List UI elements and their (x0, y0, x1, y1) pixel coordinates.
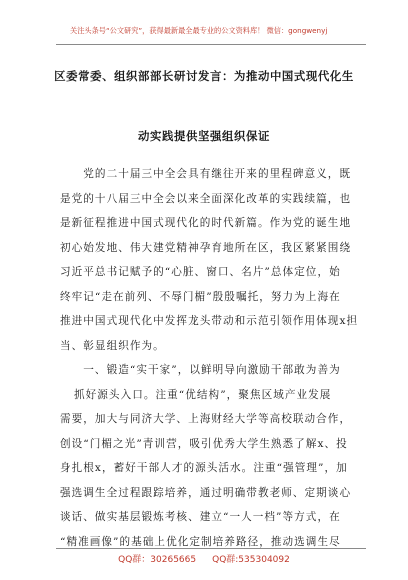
body-line: “精准画像”的基础上优化定制培养路径，推动选调生尽 (60, 535, 341, 548)
header-notice: 关注头条号“公文研究”，获得最新最全最专业的公文资料库！ 微信：gongwenyj (70, 26, 328, 35)
body-line: 是新征程推进中国式现代化的时代新篇。作为党的诞生地 (60, 217, 352, 229)
body-line: 身扎根x，蓄好干部人才的源头活水。注重“强管理”，加 (60, 462, 348, 474)
body-line: 需要，加大与同济大学、上海财经大学等高校联动合作， (60, 413, 352, 425)
body-line: 党的二十届三中全会具有继往开来的里程碑意义，既 (60, 168, 352, 180)
document-title-line-2: 动实践提供坚强组织保证 (138, 129, 270, 143)
document-title-line-1: 区委常委、组织部部长研讨发言：为推动中国式现代化生 (54, 69, 354, 83)
body-line: 创设“门楣之光”青训营，吸引优秀大学生熟悉了解x、投 (60, 437, 348, 450)
section-heading: 一、锻造“实干家”，以鲜明导向激励干部敢为善为 (60, 364, 341, 376)
footer-rule (56, 548, 366, 549)
body-line: 是党的十八届三中全会以来全面深化改革的实践续篇，也 (60, 192, 352, 205)
body-line: 初心始发地、伟大建党精神孕育地所在区，我区紧紧围绕 (60, 241, 352, 254)
header-bar (56, 14, 366, 45)
body-line: 强选调生全过程跟踪培养，通过明确带教老师、定期谈心 (60, 486, 352, 499)
footer-qq-group-2: QQ群:535304092 (212, 555, 290, 565)
footer (0, 552, 408, 565)
body-line: 谈话、做实基层锻炼考核、建立“一人一档”等方式，在 (60, 511, 341, 523)
body-line: 终牢记“走在前列、不辱门楣”殷殷嘱托，努力为上海在 (60, 290, 341, 303)
body-line: 习近平总书记赋予的“心脏、窗口、名片”总体定位，始 (60, 266, 341, 278)
body-line: 抓好源头入口。注重“优结构”，聚焦区域产业发展 (74, 388, 332, 401)
body-line: 当、彰显组织作为。 (60, 339, 165, 352)
body-line: 推进中国式现代化中发挥龙头带动和示范引领作用体现x担 (60, 315, 359, 327)
footer-qq-group-1: QQ群：30265665 (118, 555, 197, 565)
